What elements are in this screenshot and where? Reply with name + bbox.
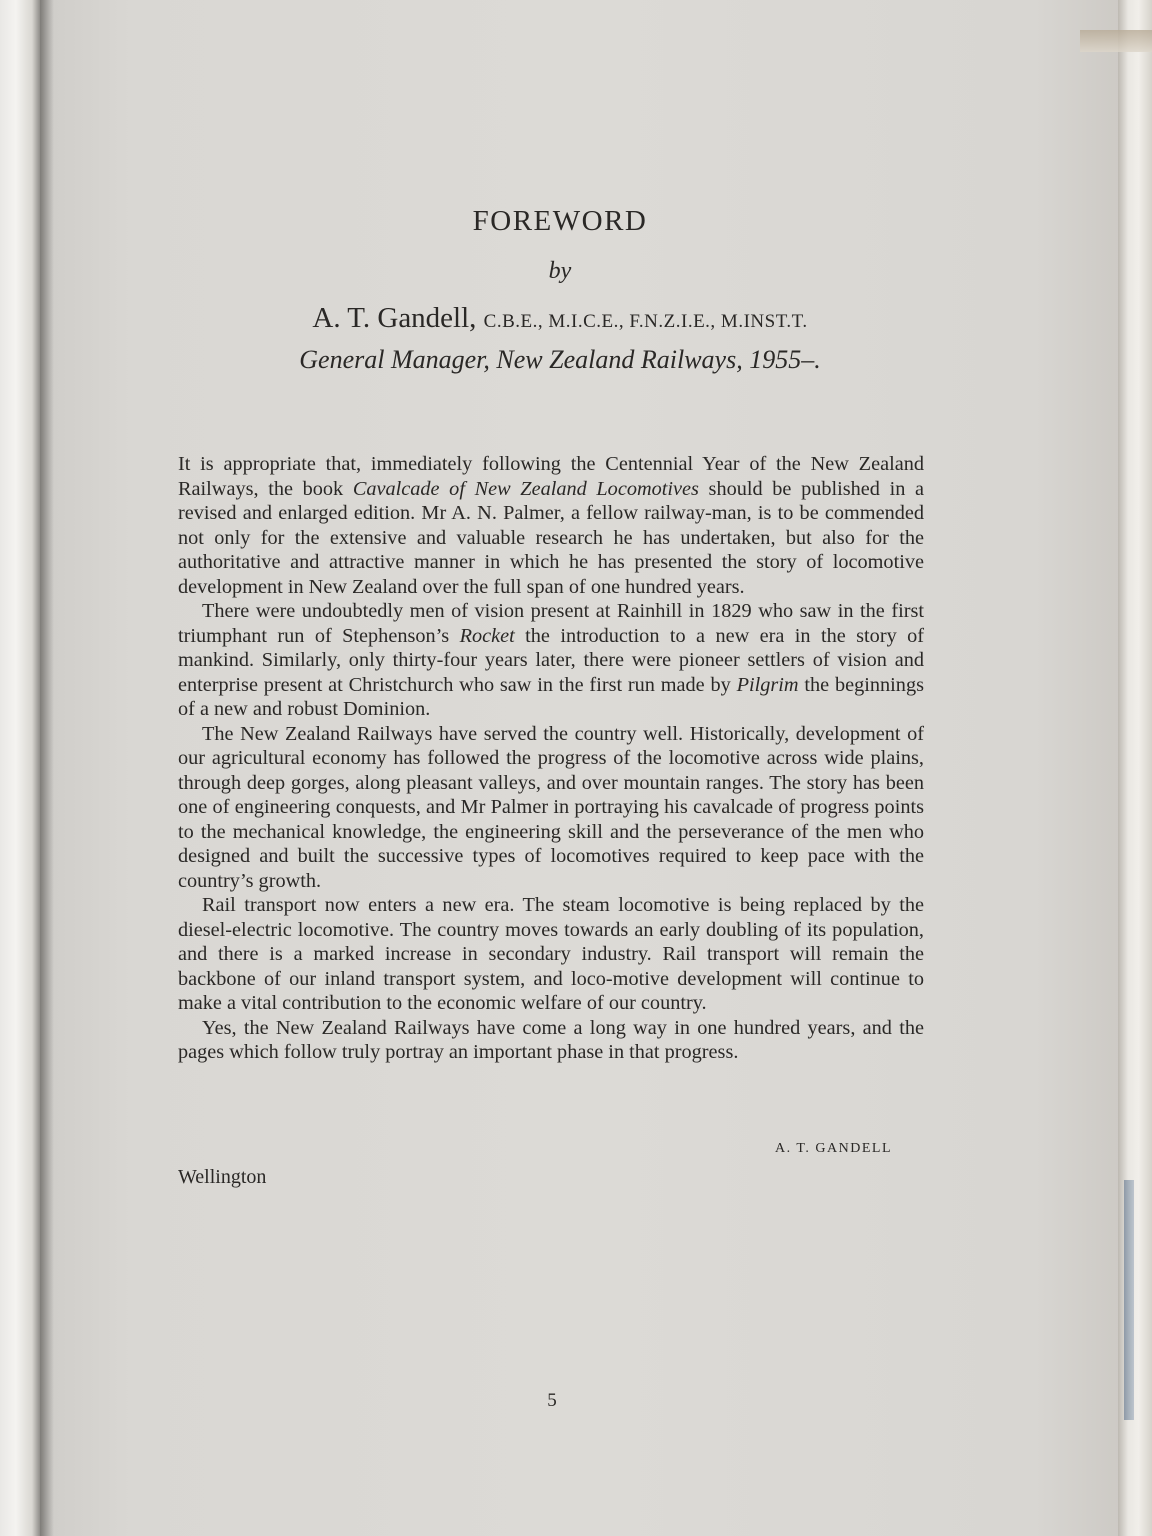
place-name: Wellington	[178, 1166, 267, 1188]
author-qualifications: C.B.E., M.I.C.E., F.N.Z.I.E., M.INST.T.	[483, 311, 808, 332]
signature: A. T. GANDELL	[775, 1141, 892, 1156]
author-name: A. T. Gandell,	[312, 302, 477, 334]
cover-edge-top	[1080, 30, 1152, 52]
rocket-italic: Rocket	[459, 624, 515, 647]
cover-edge-blue	[1124, 1180, 1134, 1420]
page-number: 5	[547, 1390, 557, 1411]
paragraph-5: Yes, the New Zealand Railways have come a long way in one hundred years, and the pages which follow truly portray an important phase in that progress.	[178, 1016, 924, 1063]
paragraph-3: The New Zealand Railways have served the country well. Historically, development of our agricultural economy has followed the progress of the locomotive across wide plains, through deep gorges, along pleasant valleys, and over mountain ranges. The story has been one of engineering conquests, and Mr Palmer in portraying his cavalcade of progress points to the mechanical knowledge, the engineering skill and the perseverance of the men who designed and built the successive types of locomotives required to keep pace with the country’s growth.	[178, 722, 924, 892]
paragraph-4: Rail transport now enters a new era. The steam locomotive is being replaced by the diesel-electric locomotive. The country moves towards an early doubling of its population, and there is a marked increase in secondary industry. Rail transport will remain the backbone of our inland transport system, and loco-motive development will continue to make a vital contribution to the economic welfare of our country.	[178, 894, 924, 1014]
paragraph-1-text-a: It is appropriate that, immediately following the Centennial Year of the New Zealand Railways, the book	[178, 453, 924, 500]
paragraph-2-text-a: There were undoubtedly men of vision present at Rainhill in 1829 who saw in the first triumphant run of Stephenson’s	[178, 600, 924, 647]
paragraph-1	[178, 452, 924, 599]
author-line	[0, 302, 1120, 335]
page-title: FOREWORD	[472, 205, 648, 237]
author-role: General Manager, New Zealand Railways, 1955–.	[299, 345, 821, 374]
paragraph-1-text-c: should be published in a revised and enlarged edition. Mr A. N. Palmer, a fellow railway-man, is to be commended not only for the extensive and valuable research he has undertaken, but also for the authoritative and attractive manner in which he has presented the story of locomotive development in New Zealand over the full span of one hundred years.	[178, 477, 924, 598]
paragraph-2	[178, 599, 924, 722]
byline-by: by	[548, 258, 572, 284]
book-title-italic: Cavalcade of New Zealand Locomotives	[352, 477, 699, 500]
foreword-body	[178, 452, 924, 1065]
paragraph-2-text-e: the beginnings of a new and robust Dominion.	[178, 673, 924, 720]
pilgrim-italic: Pilgrim	[736, 673, 799, 696]
paragraph-2-text-c: the introduction to a new era in the story of mankind. Similarly, only thirty-four years later, there were pioneer settlers of vision and enterprise present at Christchurch who saw in the first run made by	[178, 624, 925, 696]
